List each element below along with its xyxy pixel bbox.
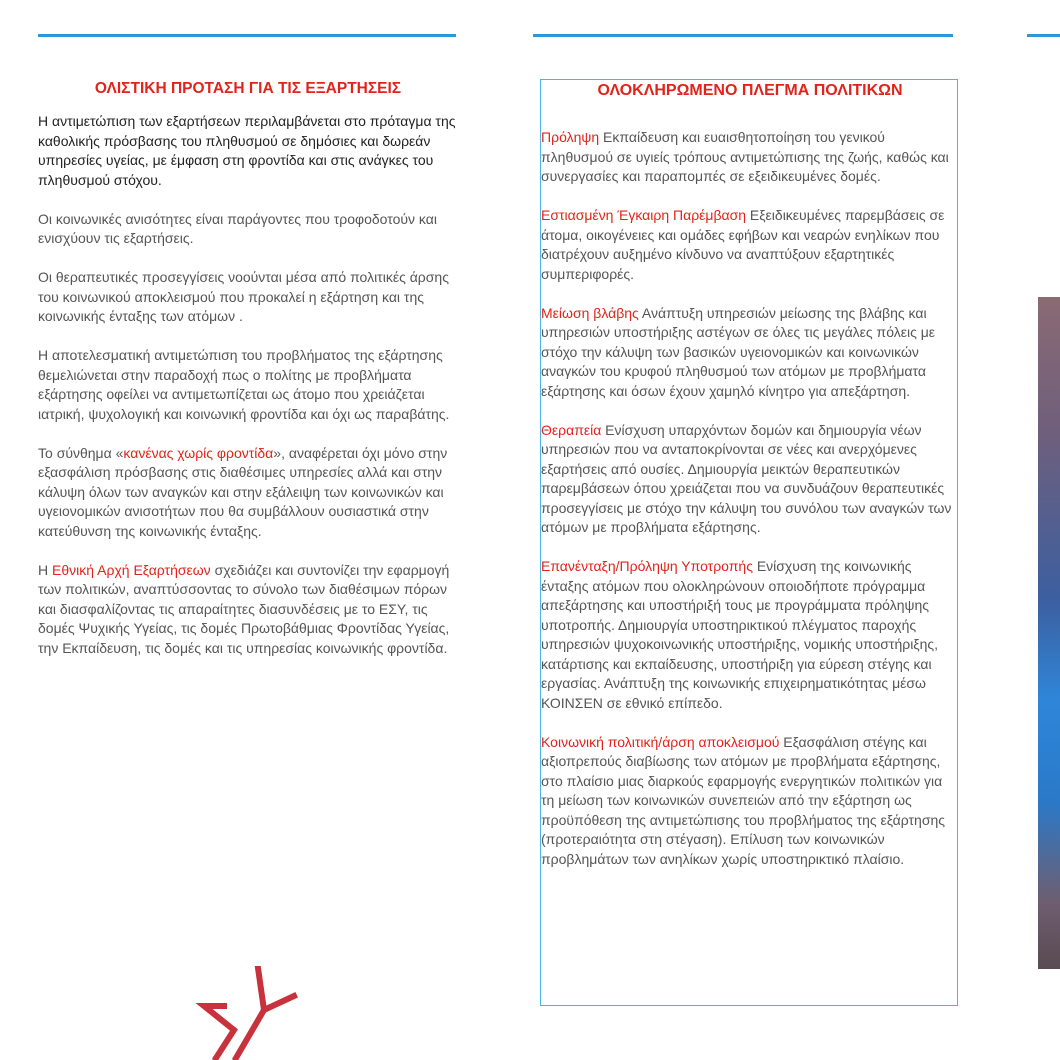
authority-name-highlight: Εθνική Αρχή Εξαρτήσεων: [52, 561, 211, 578]
star-logo-icon: [194, 966, 304, 1060]
policy-item: [541, 128, 959, 187]
integrated-policy-grid-column: [541, 82, 959, 889]
policy-label: Πρόληψη: [541, 129, 600, 145]
policy-label: Εστιασμένη Έγκαιρη Παρέμβαση: [541, 207, 747, 223]
paragraph-text: σχεδιάζει και συντονίζει την εφαρμογή των πολιτικών, αναπτύσσοντας το σύνολο των διαθέσιμων πόρων και διασφαλίζοντας τις απαραίτητες διασυνδέσεις με το ΕΣΥ, τις δομές Ψυχικής Υγείας, τις δομές Πρωτοβάθμιας Φροντίδας Υγείας, την Εκπαίδευση, τις δομές και τις υπηρεσίας κοινωνικής φροντίδα.: [38, 561, 450, 656]
cropped-photo: [1038, 297, 1060, 969]
paragraph-text: Το σύνθημα «: [38, 444, 124, 461]
top-rule-right: [1027, 34, 1060, 37]
paragraph: Η αντιμετώπιση των εξαρτήσεων περιλαμβάνεται στο πρόταγμα της καθολικής πρόσβασης του πληθυσμού σε δημόσιες και δωρεάν υπηρεσίες υγείας, με έμφαση στη φροντίδα και στις ανάγκες του πληθυσμού στόχου.: [38, 113, 456, 188]
policy-text: Ανάπτυξη υπηρεσιών μείωσης της βλάβης και υπηρεσιών υποστήριξης αστέγων σε όλες τις μεγάλες πόλεις με στόχο την κάλυψη των βασικών υγειονομικών και κοινωνικών αναγκών του κρυφού πληθυσμού των ατόμων με προβλήματα εξάρτησης και όσων έχουν χαμηλό κίνητρο για απεξάρτηση.: [541, 304, 936, 399]
paragraph: Οι κοινωνικές ανισότητες είναι παράγοντες που τροφοδοτούν και ενισχύουν τις εξαρτήσεις.: [38, 210, 437, 246]
paragraph: Οι θεραπευτικές προσεγγίσεις νοούνται μέσα από πολιτικές άρσης του κοινωνικού αποκλεισμού που προκαλεί η εξάρτηση και της κοινωνικής ένταξης των ατόμων .: [38, 269, 449, 324]
policy-text: Εκπαίδευση και ευαισθητοποίηση του γενικού πληθυσμού σε υγιείς τρόπους αντιμετώπισης της ζωής, καθώς και συνεργασίες και παραπομπές σε εξειδικευμένες δομές.: [541, 129, 949, 184]
policy-text: Εξασφάλιση στέγης και αξιοπρεπούς διαβίωσης των ατόμων με προβλήματα εξάρτησης, στο πλαίσιο μιας διαρκούς εφαρμογής ενεργητικών πολιτικών για τη μείωση των κοινωνικών συνεπειών από την εξάρτηση ως προϋπόθεση της αντιμετώπισης του προβλήματος της εξάρτησης (προτεραιότητα στη στέγαση). Επίλυση των κοινωνικών προβλημάτων των ανηλίκων χωρίς υποστηρικτικό πλαίσιο.: [541, 733, 946, 867]
policy-item: [541, 304, 959, 402]
paragraph-text: », αναφέρεται όχι μόνο στην εξασφάλιση πρόσβασης στις διαθέσιμες υπηρεσίες αλλά και στην κάλυψη όλων των αναγκών και στην εξάλειψη των κοινωνικών και υγειονομικών ανισοτήτων που θα συμβάλλουν ουσιαστικά στην κατεύθυνση της κοινωνικής ένταξης.: [38, 444, 448, 539]
slogan-highlight: κανένας χωρίς φροντίδα: [123, 444, 274, 461]
policy-item: [541, 557, 959, 713]
top-rule-middle: [533, 34, 953, 37]
holistic-proposal-column: [38, 80, 458, 678]
policy-text: Εξειδικευμένες παρεμβάσεις σε άτομα, οικογένειες και ομάδες εφήβων και νεαρών ενηλίκων που διατρέχουν αυξημένο κίνδυνο να αναπτύξουν εξαρτητικές συμπεριφορές.: [541, 207, 945, 282]
policy-label: Κοινωνική πολιτική/άρση αποκλεισμού: [541, 733, 780, 750]
column-title: ΟΛΟΚΛΗΡΩΜΕΝΟ ΠΛΕΓΜΑ ΠΟΛΙΤΙΚΩΝ: [597, 82, 903, 99]
policy-label: Θεραπεία: [541, 421, 602, 438]
paragraph: [38, 444, 458, 542]
policy-item: [541, 206, 959, 284]
policy-text: Ενίσχυση της κοινωνικής ένταξης ατόμων που ολοκληρώνουν οποιοδήποτε πρόγραμμα απεξάρτησης και υποστήριξή τους με προγράμματα πρόληψης υποτροπής. Δημιουργία υποστηρικτικού πλέγματος παροχής υπηρεσιών ψυχοκοινωνικής υποστήριξης, νομικής υποστήριξης, κατάρτισης και εκπαίδευσης, υποστήριξη για εύρεση στέγης και εργασίας. Ανάπτυξη της κοινωνικής επιχειρηματικότητας μέσω ΚΟΙΝΣΕΝ σε εθνικό επίπεδο.: [541, 558, 938, 711]
policy-item: [541, 733, 959, 870]
paragraph: Η αποτελεσματική αντιμετώπιση του προβλήματος της εξάρτησης θεμελιώνεται στην παραδοχή πως ο πολίτης με προβλήματα εξάρτησης οφείλει να αντιμετωπίζεται ως άτομο που χρειάζεται ιατρική, ψυχολογική και κοινωνική φροντίδα και όχι ως παραβάτης.: [38, 347, 450, 422]
paragraph: [38, 561, 458, 659]
paragraph-text: Η: [38, 561, 52, 578]
top-rule-left: [38, 34, 456, 37]
policy-label: Επανένταξη/Πρόληψη Υποτροπής: [541, 558, 753, 574]
column-title: ΟΛΙΣΤΙΚΗ ΠΡΟΤΑΣΗ ΓΙΑ ΤΙΣ ΕΞΑΡΤΗΣΕΙΣ: [94, 80, 402, 97]
policy-label: Μείωση βλάβης: [541, 304, 639, 321]
policy-item: [541, 421, 959, 538]
policy-text: Ενίσχυση υπαρχόντων δομών και δημιουργία νέων υπηρεσιών που να ανταποκρίνονται σε νέες και ανερχόμενες εξαρτήσεις από ουσίες. Δημιουργία μεικτών θεραπευτικών παρεμβάσεων όπου χρειάζεται που να συνδυάζουν θεραπευτικές προσεγγίσεις με στόχο την κάλυψη του συνόλου των αναγκών των ατόμων με προβλήματα εξάρτησης.: [541, 421, 952, 535]
